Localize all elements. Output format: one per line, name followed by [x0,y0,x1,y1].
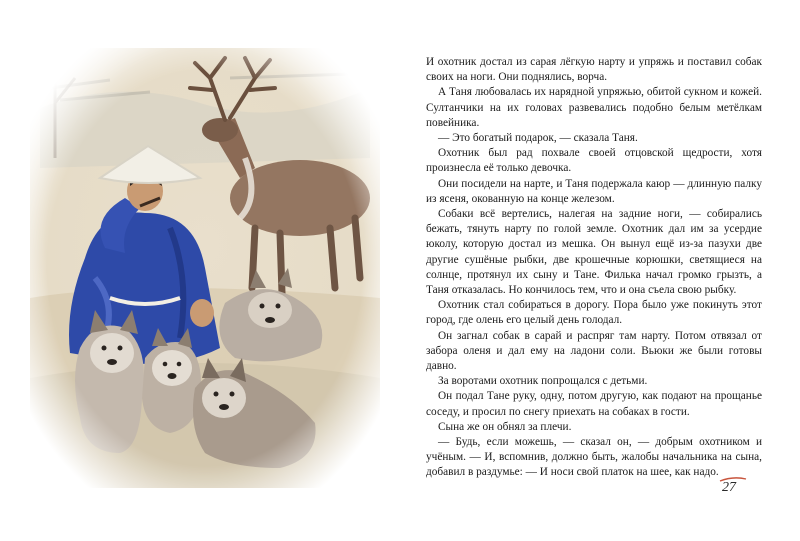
paragraph: Он подал Тане руку, одну, потом другую, как подают на прощанье соседу, и просил по снегу приехать на собаках в гости. [426,390,762,418]
paragraph: Охотник стал собираться в дорогу. Пора было уже покинуть этот город, где олень его целый день голодал. [426,299,762,327]
paragraph: И охотник достал из сарая лёгкую нарту и упряжь и поставил собак своих на ноги. Они поднялись, ворча. [426,56,762,84]
paragraph: Он загнал собак в сарай и распряг там нарту. Потом отвязал от забора оленя и дал ему на ладони соли. Вьюки же были готовы давно. [426,329,762,373]
illustration-image [30,48,380,488]
paragraph: Собаки всё вертелись, налегая на задние ноги, — собирались бежать, тянуть нарту по голой земле. Охотник дал им за усердие юколу, которую достал из мешка. Он вынул ещё из-за пазухи две другие сушёные рыбки, две крошечные корюшки, светящиеся на солнце, протянул их сыну и Тане. Филька начал громко грызть, а Таня отказалась. Но кончилось тем, что и она съела свою рыбку. [426,208,762,297]
paragraph: За воротами охотник попрощался с детьми. [438,375,648,388]
text-column [426,55,762,481]
paragraph: А Таня любовалась их нарядной упряжью, обитой сукном и кожей. Султанчики на их головах развевались подобно белым метёлкам повейника. [426,86,762,129]
paragraph: — Будь, если можешь, — сказал он, — добрым охотником и учёным. — И, вспомнив, должно быть, жалобы начальника на сына, добавил в раздумье: — И носи свой платок на шее, как надо. [426,436,762,479]
paragraph: Охотник был рад похвале своей отцовской щедрости, хотя произнесла её только девочка. [426,147,762,175]
paragraph: Сына же он обнял за плечи. [438,420,572,433]
paragraph: — Это богатый подарок, — сказала Таня. [438,132,638,145]
illustration [30,48,380,488]
paragraph: Они посидели на нарте, и Таня подержала каюр — длинную палку из ясеня, окованную на конце железом. [426,177,762,205]
page-number: 27 [722,480,736,495]
